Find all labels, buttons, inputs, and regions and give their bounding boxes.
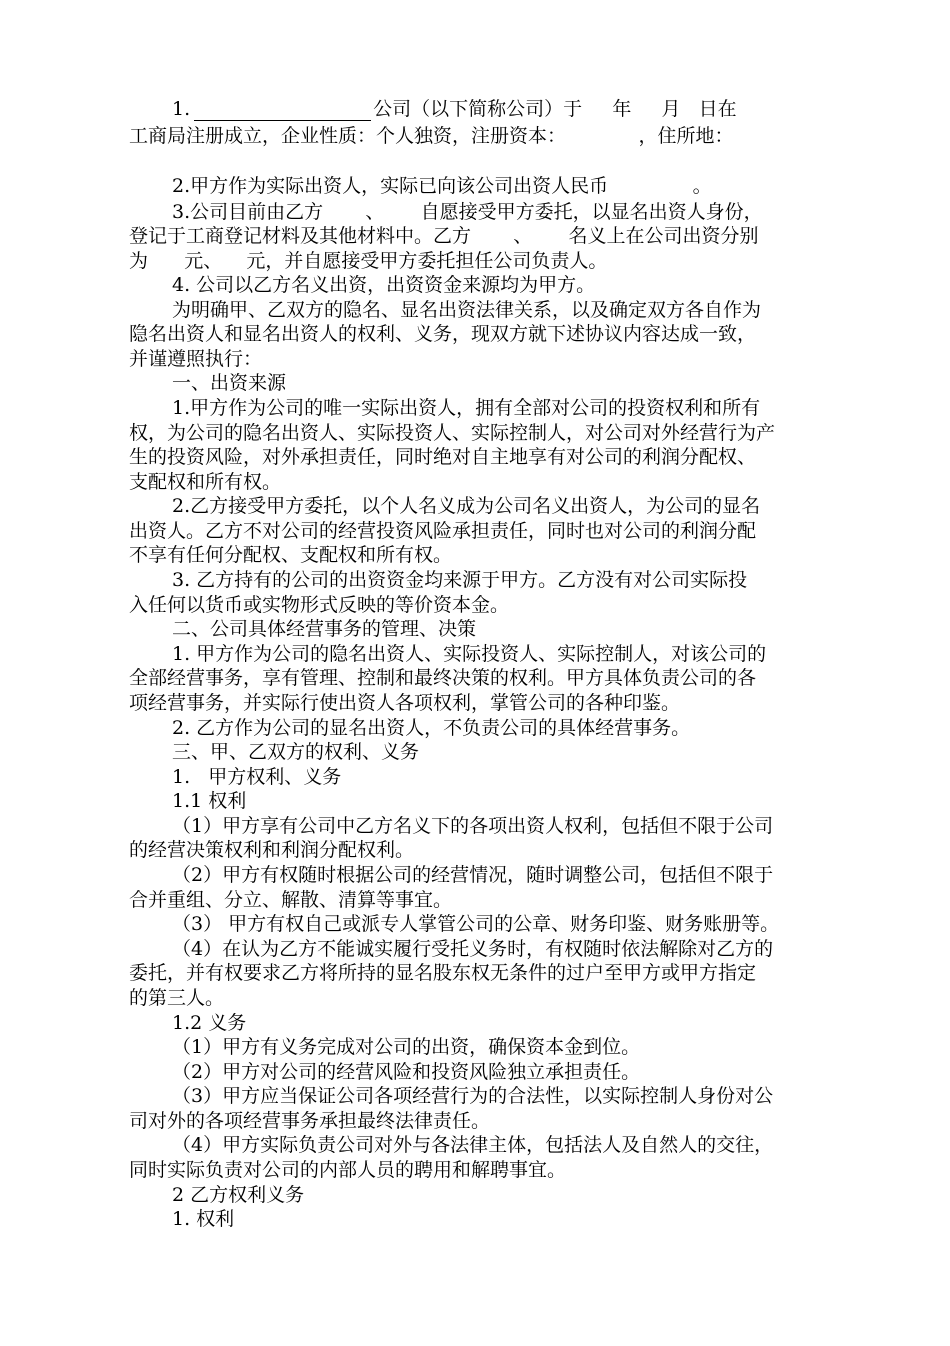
subsection-heading: 1.2 义务 xyxy=(172,1012,247,1034)
paragraph-line: 4. 公司以乙方名义出资，出资资金来源均为甲方。 xyxy=(172,274,596,296)
paragraph-line: 2.甲方作为实际出资人，实际已向该公司出资人民币 。 xyxy=(172,175,712,197)
paragraph-line: 为 元、 元，并自愿接受甲方委托担任公司负责人。 xyxy=(129,250,608,272)
paragraph-line: （3） 甲方有权自己或派专人掌管公司的公章、财务印鉴、财务账册等。 xyxy=(172,913,780,935)
paragraph-line: 的经营决策权利和利润分配权利。 xyxy=(129,839,415,861)
paragraph-line xyxy=(172,97,869,121)
paragraph-line: 委托，并有权要求乙方将所持的显名股东权无条件的过户至甲方或甲方指定 xyxy=(129,962,757,984)
paragraph-line: （4）在认为乙方不能诚实履行受托义务时，有权随时依法解除对乙方的 xyxy=(172,938,774,960)
subsection-heading: 1. 甲方权利、义务 xyxy=(172,766,342,788)
paragraph-line: 2. 乙方作为公司的显名出资人，不负责公司的具体经营事务。 xyxy=(172,717,691,739)
paragraph-line: 司对外的各项经营事务承担最终法律责任。 xyxy=(129,1110,491,1132)
paragraph-line: （1）甲方有义务完成对公司的出资，确保资本金到位。 xyxy=(172,1036,641,1058)
subsection-heading: 1.1 权利 xyxy=(172,790,247,812)
subsection-heading: 1. 权利 xyxy=(172,1208,235,1230)
paragraph-line: 权，为公司的隐名出资人、实际投资人、实际控制人，对公司对外经营行为产 xyxy=(129,422,776,444)
clause-number: 1. xyxy=(172,98,191,120)
paragraph-line: 的第三人。 xyxy=(129,987,225,1009)
paragraph-line: 出资人。乙方不对公司的经营投资风险承担责任，同时也对公司的利润分配 xyxy=(129,520,757,542)
paragraph-line: 同时实际负责对公司的内部人员的聘用和解聘事宜。 xyxy=(129,1159,567,1181)
paragraph-line: 3. 乙方持有的公司的出资资金均来源于甲方。乙方没有对公司实际投 xyxy=(172,569,748,591)
paragraph-line: 并谨遵照执行： xyxy=(129,348,263,370)
paragraph-line: 工商局注册成立，企业性质：个人独资，注册资本： ，住所地： xyxy=(129,125,734,147)
company-name-blank xyxy=(194,102,371,121)
paragraph-line: 为明确甲、乙双方的隐名、显名出资法律关系，以及确定双方各自作为 xyxy=(172,299,762,321)
paragraph-line: 入任何以货币或实物形式反映的等价资本金。 xyxy=(129,594,510,616)
subsection-heading: 2 乙方权利义务 xyxy=(172,1184,305,1206)
paragraph-line: 1.甲方作为公司的唯一实际出资人，拥有全部对公司的投资权利和所有 xyxy=(172,397,761,419)
section-heading: 一、出资来源 xyxy=(172,372,287,394)
paragraph-line: 2.乙方接受甲方委托，以个人名义成为公司名义出资人，为公司的显名 xyxy=(172,495,761,517)
paragraph-line: 不享有任何分配权、支配权和所有权。 xyxy=(129,544,453,566)
paragraph-line: 项经营事务，并实际行使出资人各项权利，掌管公司的各种印鉴。 xyxy=(129,692,681,714)
paragraph-line: （2）甲方对公司的经营风险和投资风险独立承担责任。 xyxy=(172,1061,641,1083)
paragraph-line: 合并重组、分立、解散、清算等事宜。 xyxy=(129,889,453,911)
paragraph-line: 生的投资风险，对外承担责任，同时绝对自主地享有对公司的利润分配权、 xyxy=(129,446,757,468)
paragraph-line: 1. 甲方作为公司的隐名出资人、实际投资人、实际控制人，对该公司的 xyxy=(172,643,767,665)
paragraph-line: （4）甲方实际负责公司对外与各法律主体，包括法人及自然人的交往， xyxy=(172,1134,774,1156)
paragraph-line: 隐名出资人和显名出资人的权利、义务，现双方就下述协议内容达成一致， xyxy=(129,323,757,345)
paragraph-line: 支配权和所有权。 xyxy=(129,471,282,493)
paragraph-line: （3）甲方应当保证公司各项经营行为的合法性，以实际控制人身份对公 xyxy=(172,1085,774,1107)
section-heading: 三、甲、乙双方的权利、义务 xyxy=(172,741,420,763)
paragraph-line: 登记于工商登记材料及其他材料中。乙方 、 名义上在公司出资分别 xyxy=(129,225,759,247)
paragraph-line: （2）甲方有权随时根据公司的经营情况，随时调整公司，包括但不限于 xyxy=(172,864,774,886)
clause-text: 公司（以下简称公司）于 年 月 日在 xyxy=(373,98,737,120)
paragraph-line: （1）甲方享有公司中乙方名义下的各项出资人权利，包括但不限于公司 xyxy=(172,815,774,837)
section-heading: 二、公司具体经营事务的管理、决策 xyxy=(172,618,477,640)
paragraph-line: 3.公司目前由乙方 、 自愿接受甲方委托，以显名出资人身份， xyxy=(172,201,763,223)
paragraph-line: 全部经营事务，享有管理、控制和最终决策的权利。甲方具体负责公司的各 xyxy=(129,667,757,689)
